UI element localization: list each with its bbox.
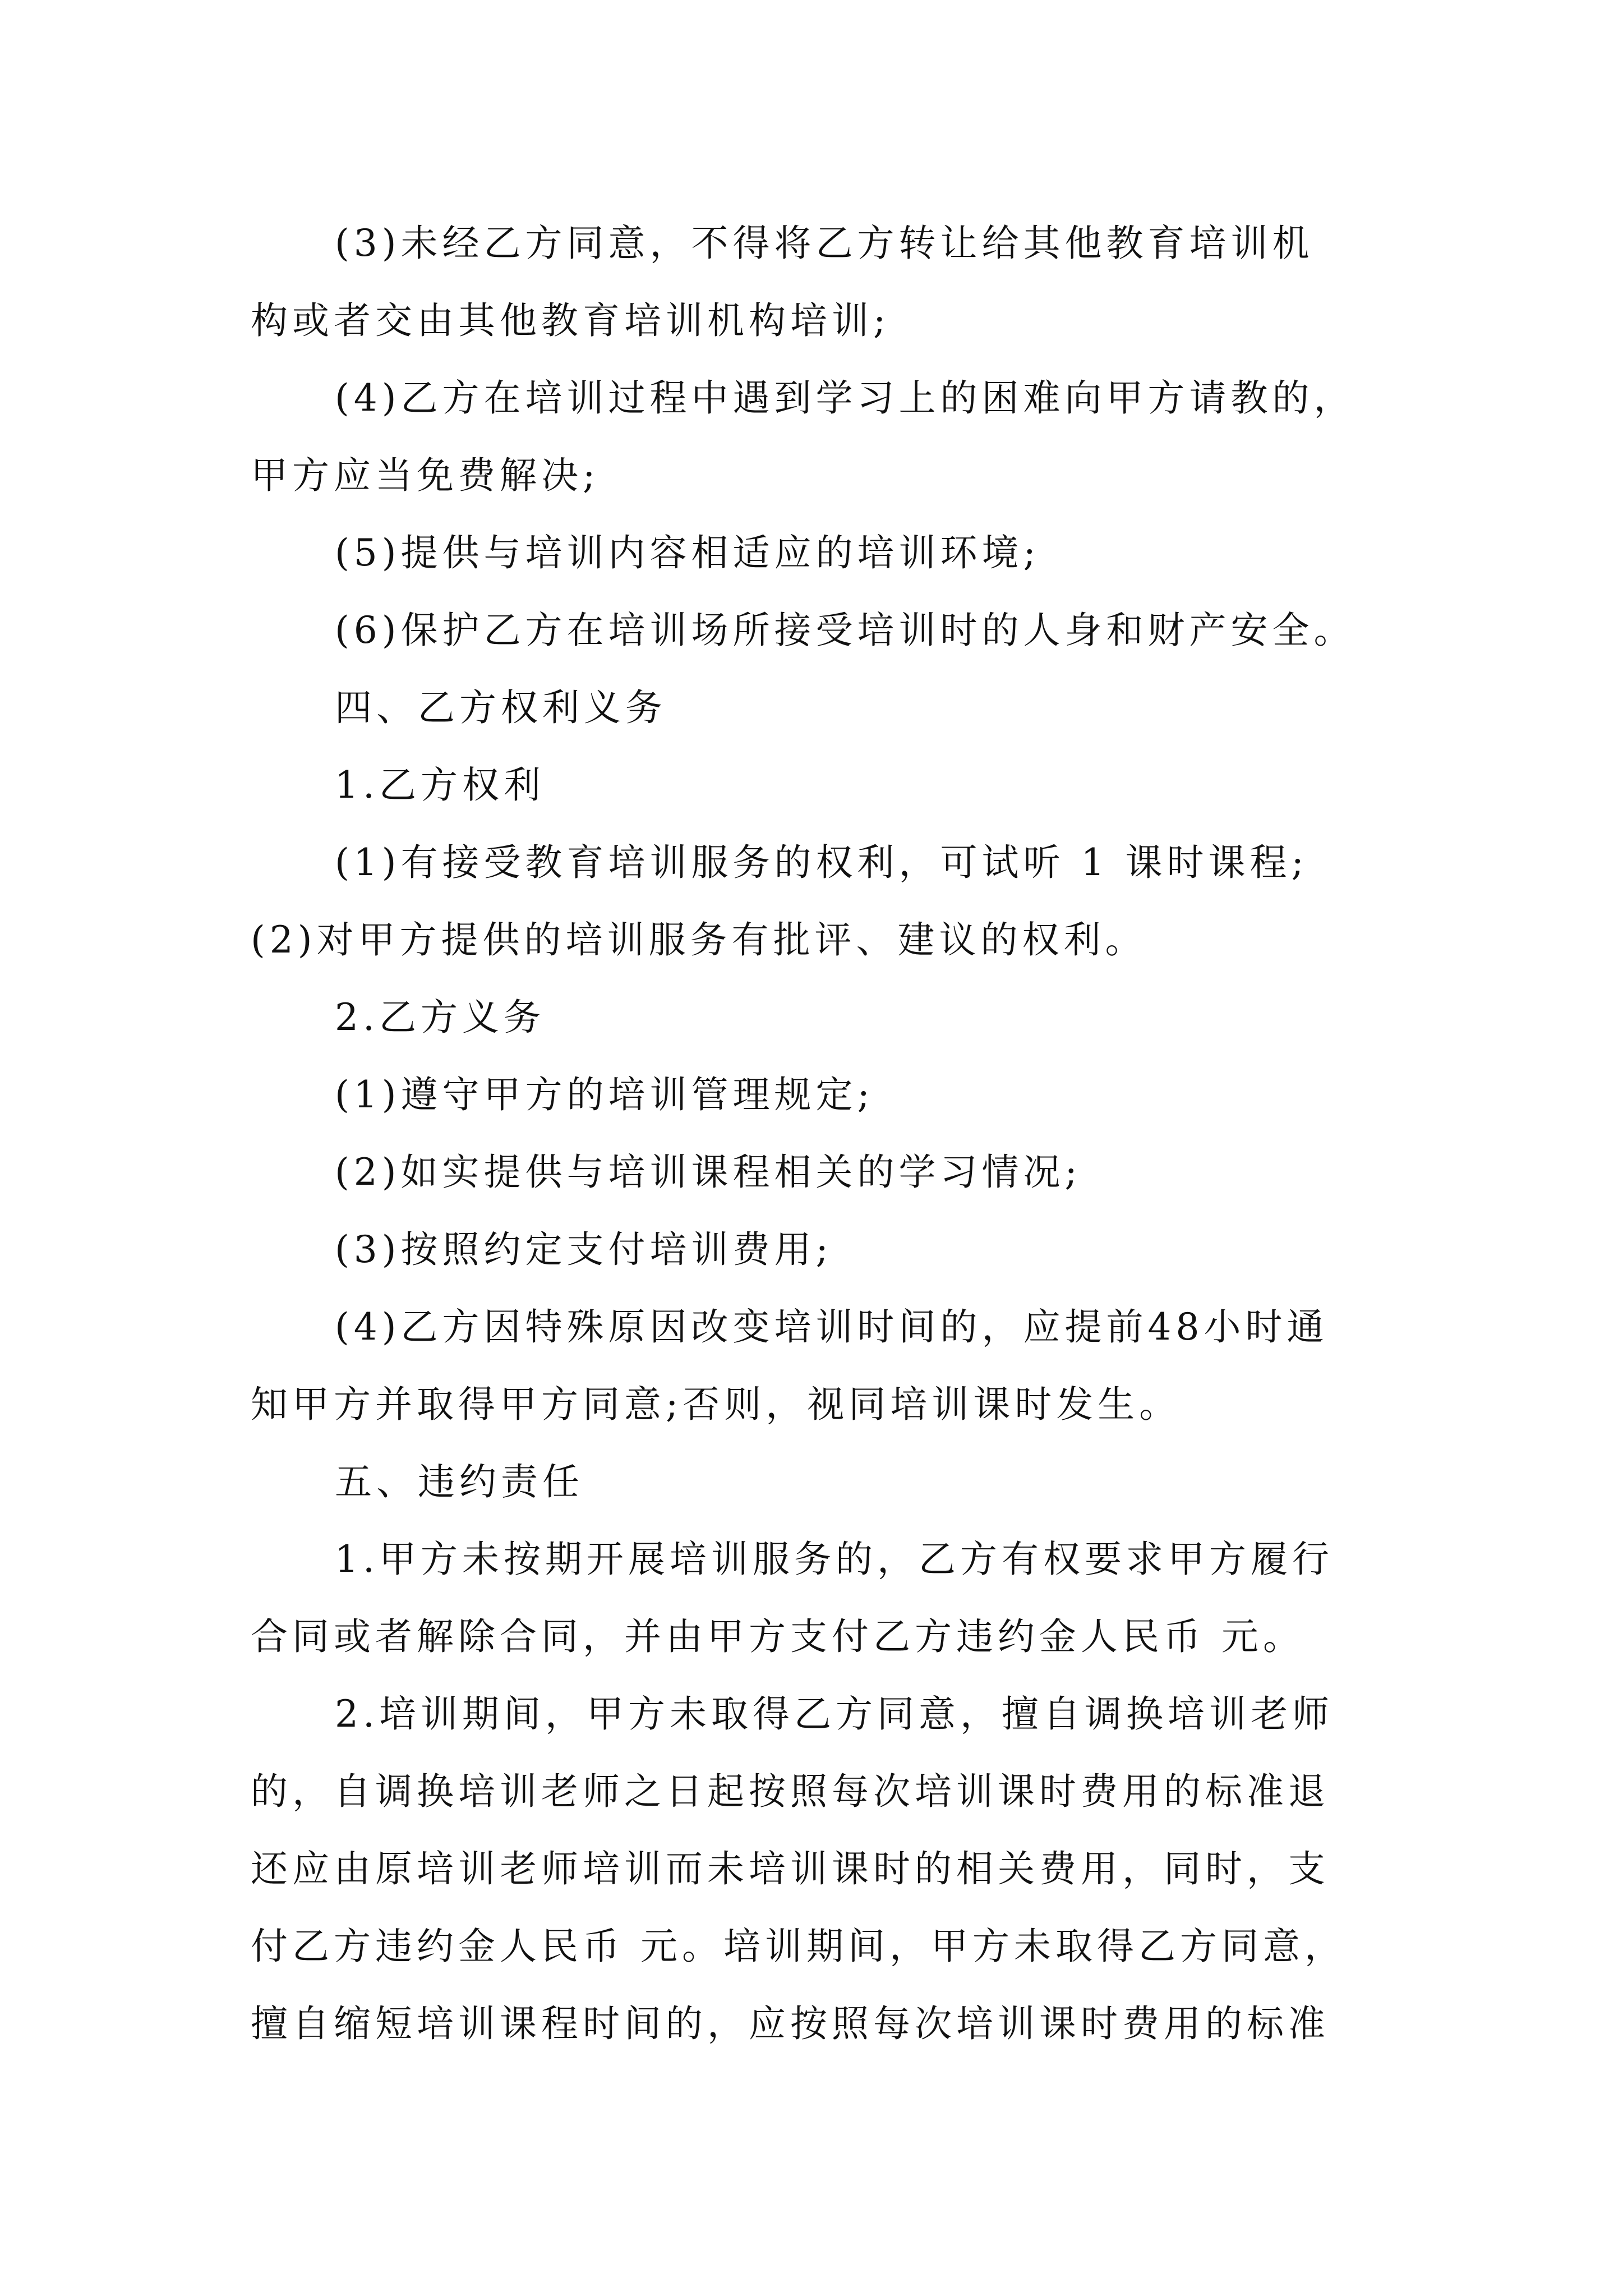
text-line: 2.培训期间，甲方未取得乙方同意，擅自调换培训老师 (335, 1692, 1334, 1736)
text-line: 擅自缩短培训课程时间的，应按照每次培训课时费用的标准 (251, 2002, 1330, 2045)
text-line: (2)如实提供与培训课程相关的学习情况; (335, 1151, 1082, 1194)
text-line: (1)有接受教育培训服务的权利，可试听 1 课时课程; (335, 841, 1308, 884)
text-line: 合同或者解除合同，并由甲方支付乙方违约金人民币 元。 (251, 1615, 1304, 1658)
document-body (251, 205, 1417, 2063)
text-line: 的，自调换培训老师之日起按照每次培训课时费用的标准退 (251, 1770, 1330, 1813)
text-line: 付乙方违约金人民币 元。培训期间，甲方未取得乙方同意， (251, 1925, 1346, 1968)
section-heading: 五、违约责任 (335, 1460, 584, 1503)
subsection-heading: 2.乙方义务 (335, 996, 545, 1039)
text-line: (3)按照约定支付培训费用; (335, 1228, 833, 1271)
subsection-heading: 1.乙方权利 (335, 763, 545, 807)
text-line: (5)提供与培训内容相适应的培训环境; (335, 531, 1040, 574)
text-line: (4)乙方因特殊原因改变培训时间的，应提前48小时通 (335, 1305, 1329, 1349)
text-line: 知甲方并取得甲方同意;否则，视同培训课时发生。 (251, 1383, 1181, 1426)
text-line: (4)乙方在培训过程中遇到学习上的困难向甲方请教的， (335, 376, 1355, 420)
text-line: 1.甲方未按期开展培训服务的，乙方有权要求甲方履行 (335, 1538, 1334, 1581)
text-line: 还应由原培训老师培训而未培训课时的相关费用，同时，支 (251, 1847, 1330, 1890)
text-line: (1)遵守甲方的培训管理规定; (335, 1073, 874, 1116)
text-line: 甲方应当免费解决; (251, 454, 600, 497)
text-line: 构或者交由其他教育培训机构培训; (251, 299, 891, 342)
text-line: (3)未经乙方同意，不得将乙方转让给其他教育培训机 (335, 222, 1314, 265)
text-line: (2)对甲方提供的培训服务有批评、建议的权利。 (251, 918, 1147, 961)
text-line: (6)保护乙方在培训场所接受培训时的人身和财产安全。 (335, 609, 1355, 652)
section-heading: 四、乙方权利义务 (335, 686, 667, 729)
